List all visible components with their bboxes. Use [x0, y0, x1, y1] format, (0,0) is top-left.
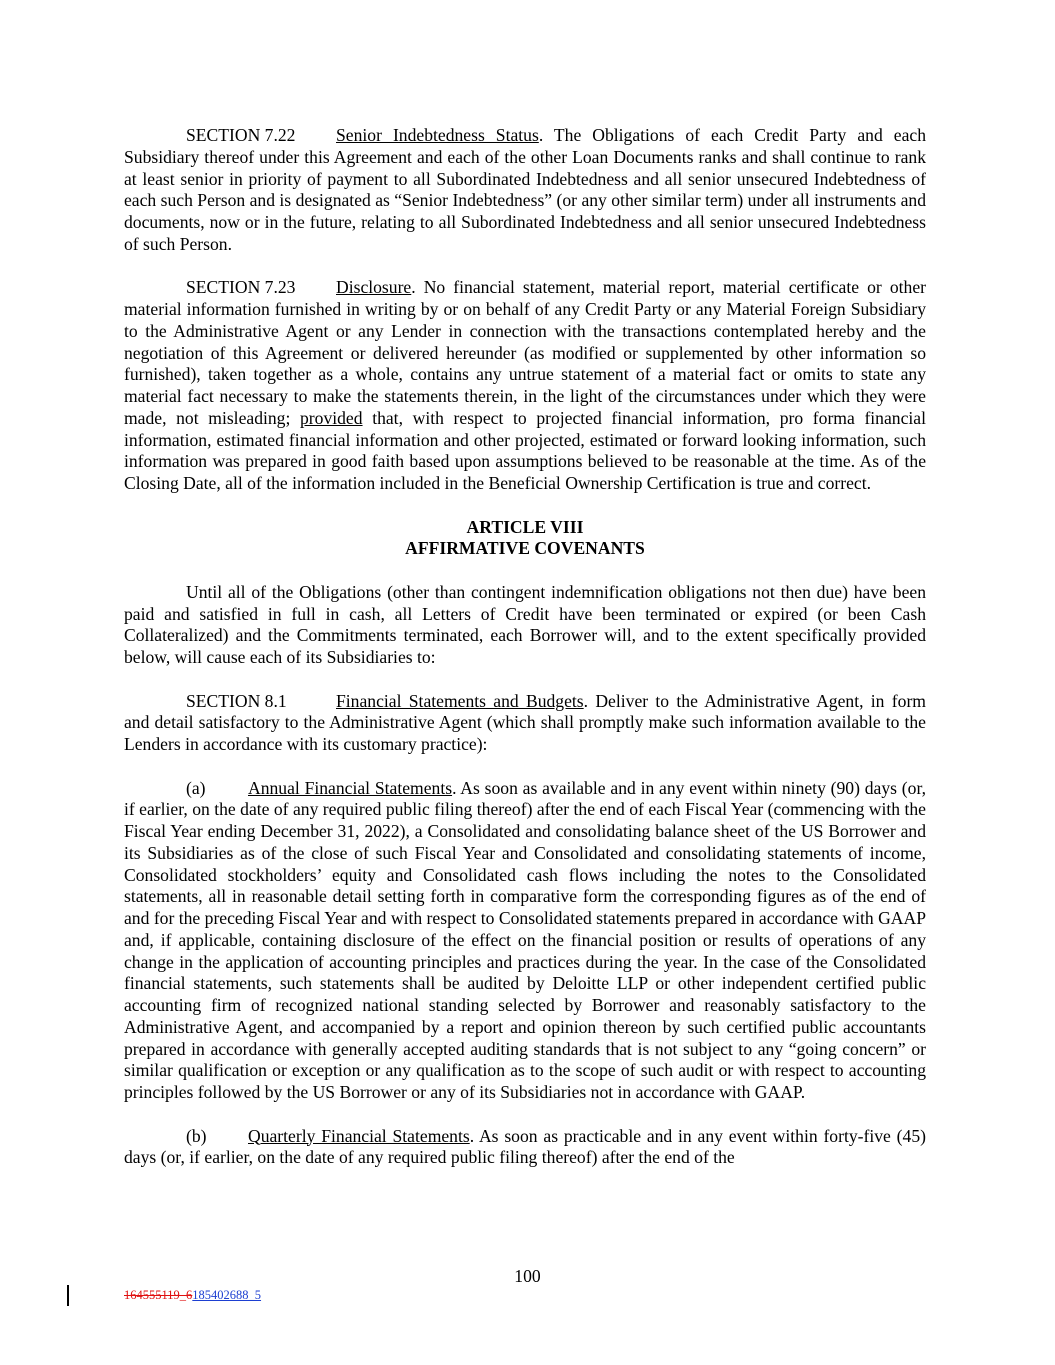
deleted-doc-id: 164555119_6: [124, 1288, 193, 1302]
section-number: SECTION 7.22: [186, 125, 296, 145]
section-text: . The Obligations of each Credit Party and each Subsidiary thereof under this Agreement and each of the other Loan Documents ranks and shall continue to rank at least senior in priority of payment to all Subordinated Indebtedness and all senior unsecured Indebtedness of each such Person and is designated as “Senior Indebtedness” (or any other similar term) under all instruments and documents, now or in the future, relating to all Subordinated Indebtedness and all senior unsecured Indebtedness of such Person.: [124, 125, 926, 254]
clause-label: (b): [186, 1125, 207, 1146]
clause-text: . As soon as available and in any event within ninety (90) days (or, if earlier, on the date of any required public filing thereof) after the end of each Fiscal Year (commencing with the Fiscal Year ending December 31, 2022), a Consolidated and consolidating balance sheet of the US Borrower and its Subsidiaries as of the close of such Fiscal Year and Consolidated and consolidating statements of income, Consolidated stockholders’ equity and Consolidated cash flows including the notes to the Consolidated statements, all in reasonable detail setting forth in comparative form the corresponding figures as of the end of and for the preceding Fiscal Year and with respect to Consolidated statements prepared in accordance with GAAP and, if applicable, containing disclosure of the effect on the financial position or results of operations of any change in the application of accounting principles and practices during the year. In the case of the Consolidated financial statements, such statements shall be audited by Deloitte LLP or other independent certified public accounting firm of recognized national standing selected by Borrower and reasonably satisfactory to the Administrative Agent, and accompanied by a report and opinion thereon by such certified public accountants prepared in accordance with generally accepted auditing standards that is not subject to any “going concern” or similar qualification or exception or any qualification as to the scope of such audit or with respect to accounting principles followed by the US Borrower or any of its Subsidiaries not in accordance with GAAP.: [124, 777, 926, 1102]
provided-term: provided: [300, 407, 363, 428]
section-text: . No financial statement, material report, material certificate or other material information furnished in writing by or on behalf of any Credit Party or any Material Foreign Subsidiary to the Administrative Agent or any Lender in connection with the transactions contemplated hereby and the negotiation of this Agreement or delivered hereunder (as modified or supplemented by other information so furnished), taken together as a whole, contains any untrue statement of a material fact or omits to state any material fact necessary to make the statements therein, in the light of the circumstances under which they were made, not misleading;: [124, 277, 926, 428]
section-number: SECTION 8.1: [186, 690, 287, 711]
page-number: 100: [514, 1266, 541, 1286]
section-text: that, with respect to projected financial information, pro forma financial information, estimated financial information and other projected, estimated or forward looking information, such information was prepared in good faith based upon assumptions believed to be reasonable at the time. As of the Closing Date, all of the information included in the Beneficial Ownership Certification is true and correct.: [124, 407, 926, 493]
clause-label: (a): [186, 777, 206, 798]
clause-text: . As soon as practicable and in any event within forty-five (45) days (or, if earlier, on the date of any required public filing thereof) after the end of the: [124, 1125, 926, 1168]
inserted-doc-id: 185402688_5: [192, 1288, 262, 1302]
clause-title: Quarterly Financial Statements: [248, 1125, 470, 1146]
section-text: . Deliver to the Administrative Agent, in form and detail satisfactory to the Administrative Agent (which shall promptly make such information available to the Lenders in accordance with its customary practice):: [124, 690, 926, 754]
clause-title: Annual Financial Statements: [248, 777, 453, 798]
article-intro: Until all of the Obligations (other than contingent indemnification obligations not then due) have been paid and satisfied in full in cash, all Letters of Credit have been terminated or expired (or been Cash Collateralized) and the Commitments terminated, each Borrower will, and to the extent specifically provided below, will cause each of its Subsidiaries to:: [124, 581, 926, 667]
document-body: [124, 125, 926, 1191]
section-title: Disclosure: [336, 277, 412, 298]
article-heading: [124, 517, 926, 561]
section-title: Senior Indebtedness Status: [336, 125, 539, 145]
section-8-1: [124, 691, 926, 756]
section-7-22: [124, 125, 926, 256]
document-id: [124, 1288, 261, 1303]
section-title: Financial Statements and Budgets: [336, 690, 584, 711]
section-number: SECTION 7.23: [186, 277, 296, 298]
article-number: ARTICLE VIII: [466, 516, 584, 537]
revision-change-bar: [67, 1285, 69, 1306]
section-7-23: [124, 277, 926, 495]
clause-a: [124, 778, 926, 1104]
clause-b: [124, 1126, 926, 1170]
article-title: AFFIRMATIVE COVENANTS: [405, 538, 645, 559]
